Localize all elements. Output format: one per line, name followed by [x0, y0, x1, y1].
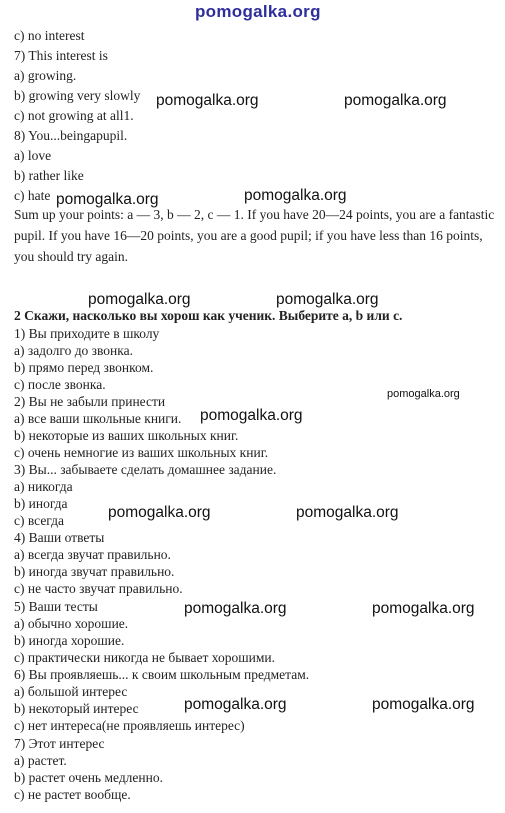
- text-line: c) после звонка.: [14, 377, 106, 392]
- text-line: a) обычно хорошие.: [14, 616, 129, 631]
- text-line: b) прямо перед звонком.: [14, 360, 154, 375]
- text-line: b) некоторые из ваших школьных книг.: [14, 428, 239, 443]
- text-line: a) никогда: [14, 479, 73, 494]
- text-line: a) растет.: [14, 753, 67, 768]
- text-line: 4) Ваши ответы: [14, 530, 105, 545]
- text-line: b) некоторый интерес: [14, 701, 139, 716]
- text-line: 6) Вы проявляешь... к своим школьным предметам.: [14, 667, 310, 682]
- text-line: c) не растет вообще.: [14, 787, 131, 802]
- text-line: c) очень немногие из ваших школьных книг.: [14, 445, 269, 460]
- site-watermark: pomogalka.org: [184, 600, 287, 617]
- site-watermark: pomogalka.org: [244, 187, 347, 204]
- site-watermark: pomogalka.org: [88, 291, 191, 308]
- site-watermark: pomogalka.org: [200, 407, 303, 424]
- site-watermark: pomogalka.org: [344, 92, 447, 109]
- text-line: 7) Этот интерес: [14, 736, 105, 751]
- text-line: c) hate: [14, 188, 51, 203]
- site-watermark: pomogalka.org: [372, 600, 475, 617]
- text-line: a) love: [14, 148, 52, 163]
- text-line: b) растет очень медленно.: [14, 770, 163, 785]
- site-watermark: pomogalka.org: [108, 504, 211, 521]
- text-line: c) нет интереса(не проявляешь интерес): [14, 718, 245, 733]
- text-line: 2) Вы не забыли принести: [14, 394, 166, 409]
- text-line: 5) Ваши тесты: [14, 599, 98, 614]
- site-watermark: pomogalka.org: [195, 2, 321, 21]
- site-watermark: pomogalka.org: [184, 696, 287, 713]
- text-line: 7) This interest is: [14, 48, 108, 63]
- text-line: a) большой интерес: [14, 684, 128, 699]
- text-line: c) not growing at all1.: [14, 108, 134, 123]
- text-line: a) growing.: [14, 68, 77, 83]
- text-line: a) все ваши школьные книги.: [14, 411, 182, 426]
- site-watermark: pomogalka.org: [372, 696, 475, 713]
- text-line: a) задолго до звонка.: [14, 343, 133, 358]
- text-line: a) всегда звучат правильно.: [14, 547, 171, 562]
- text-line: b) иногда звучат правильно.: [14, 564, 175, 579]
- text-line: b) rather like: [14, 168, 84, 183]
- text-line: c) практически никогда не бывает хорошими.: [14, 650, 276, 665]
- text-line: c) не часто звучат правильно.: [14, 581, 183, 596]
- site-watermark: pomogalka.org: [387, 388, 460, 400]
- text-line: b) иногда хорошие.: [14, 633, 125, 648]
- text-line: b) growing very slowly: [14, 88, 141, 103]
- section-heading: 2 Скажи, насколько вы хорош как ученик. Выберите a, b или c.: [14, 308, 403, 323]
- site-watermark: pomogalka.org: [276, 291, 379, 308]
- scoring-summary: Sum up your points: a — 3, b — 2, c — 1. If you have 20—24 points, you are a fantastic pupil. If you have 16—20 points, you are a good pupil; if you have less than 16 points, you should try again.: [14, 207, 495, 264]
- site-watermark: pomogalka.org: [56, 191, 159, 208]
- site-watermark: pomogalka.org: [156, 92, 259, 109]
- text-line: b) иногда: [14, 496, 68, 511]
- text-line: 8) You...beingapupil.: [14, 128, 128, 143]
- text-line: 1) Вы приходите в школу: [14, 326, 160, 341]
- site-watermark: pomogalka.org: [296, 504, 399, 521]
- text-line: c) всегда: [14, 513, 65, 528]
- text-line: 3) Вы... забываете сделать домашнее задание.: [14, 462, 277, 477]
- text-line: c) no interest: [14, 28, 85, 43]
